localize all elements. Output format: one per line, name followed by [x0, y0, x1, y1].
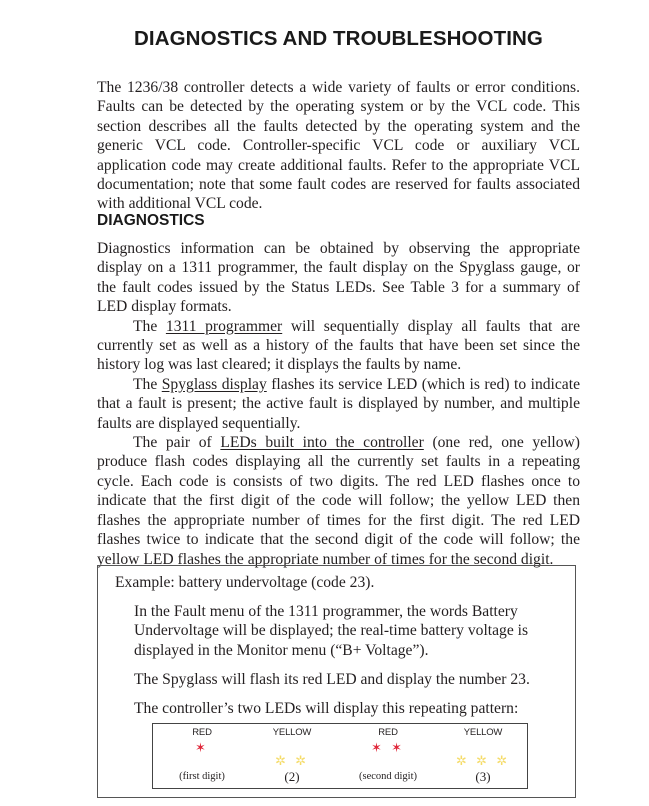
example-title: Example: battery undervoltage (code 23).	[115, 574, 375, 591]
diagnostics-paragraph-1: Diagnostics information can be obtained by observing the appropriate display on a 1311 programmer, the fault display on the Spyglass gauge, or the fault codes issued by the Status LEDs. See Table 3 for a summary of LED display formats.	[97, 240, 580, 316]
text: will sequentially display all faults that are currently set as well as a history of the faults that have been set since the history log was last cleared; it displays the faults by name.	[97, 317, 580, 374]
diagnostics-paragraph-2	[97, 317, 580, 375]
led-caption: (3)	[475, 769, 491, 784]
led-step-yellow-3	[438, 724, 528, 788]
intro-paragraph: The 1236/38 controller detects a wide variety of faults or error conditions. Faults can be detected by the operating system or by the VCL code. This section describes all the faults detected by the operating system and the generic VCL code. Controller-specific VCL code or auxiliary VCL application code may create additional faults. Refer to the appropriate VCL documentation; note that some fault codes are reserved for faults associated with additional VCL code.	[97, 79, 580, 213]
led-step-red-second	[343, 724, 433, 788]
example-box	[97, 565, 576, 798]
led-caption: (first digit)	[179, 771, 225, 782]
led-pattern-diagram	[152, 723, 528, 789]
led-label: RED	[378, 727, 398, 738]
red-star-icon: ✶ ✶	[370, 740, 406, 755]
section-heading-diagnostics: DIAGNOSTICS	[97, 212, 205, 229]
red-star-icon: ✶	[195, 740, 209, 755]
example-paragraph-3: The controller’s two LEDs will display this repeating pattern:	[134, 700, 519, 717]
diagnostics-body	[97, 239, 580, 569]
text: (one red, one yellow) produce flash codes displaying all the currently set faults in a repeating cycle. Each code is consists of two digits. The red LED flashes once to indicate that the first digit of the code will follow; the yellow LED then flashes the appropriate number of times for the first digit. The red LED flashes twice to indicate that the second digit of the code will follow; the yellow LED flashes the appropriate number of times for the second digit.	[97, 434, 581, 568]
text: flashes its service LED (which is red) to indicate that a fault is present; the active fault is displayed by number, and multiple faults are displayed sequentially.	[97, 375, 580, 432]
led-caption: (2)	[284, 769, 300, 784]
yellow-star-icon: ✲ ✲	[274, 753, 310, 768]
link-spyglass-display[interactable]: Spyglass display	[161, 375, 267, 393]
led-label: RED	[192, 727, 212, 738]
led-label: YELLOW	[463, 727, 503, 738]
led-step-yellow-2	[247, 724, 337, 788]
text: The	[133, 375, 162, 393]
diagnostics-paragraph-3	[97, 375, 580, 433]
led-label: YELLOW	[272, 727, 312, 738]
text: The pair of	[133, 434, 221, 452]
link-1311-programmer[interactable]: 1311 programmer	[165, 317, 283, 335]
led-step-red-first	[157, 724, 247, 788]
example-paragraph-2: The Spyglass will flash its red LED and display the number 23.	[134, 671, 530, 688]
text: The	[133, 317, 166, 335]
led-caption: (second digit)	[358, 771, 418, 782]
yellow-star-icon: ✲ ✲ ✲	[455, 753, 511, 768]
example-paragraph-1: In the Fault menu of the 1311 programmer, the words Battery Undervoltage will be displayed; the real-time battery voltage is displayed in the Monitor menu (“B+ Voltage”).	[134, 603, 529, 659]
page-title: DIAGNOSTICS AND TROUBLESHOOTING	[134, 27, 543, 50]
link-leds-built-into-controller[interactable]: LEDs built into the controller	[220, 434, 424, 452]
diagnostics-paragraph-4	[97, 433, 580, 569]
